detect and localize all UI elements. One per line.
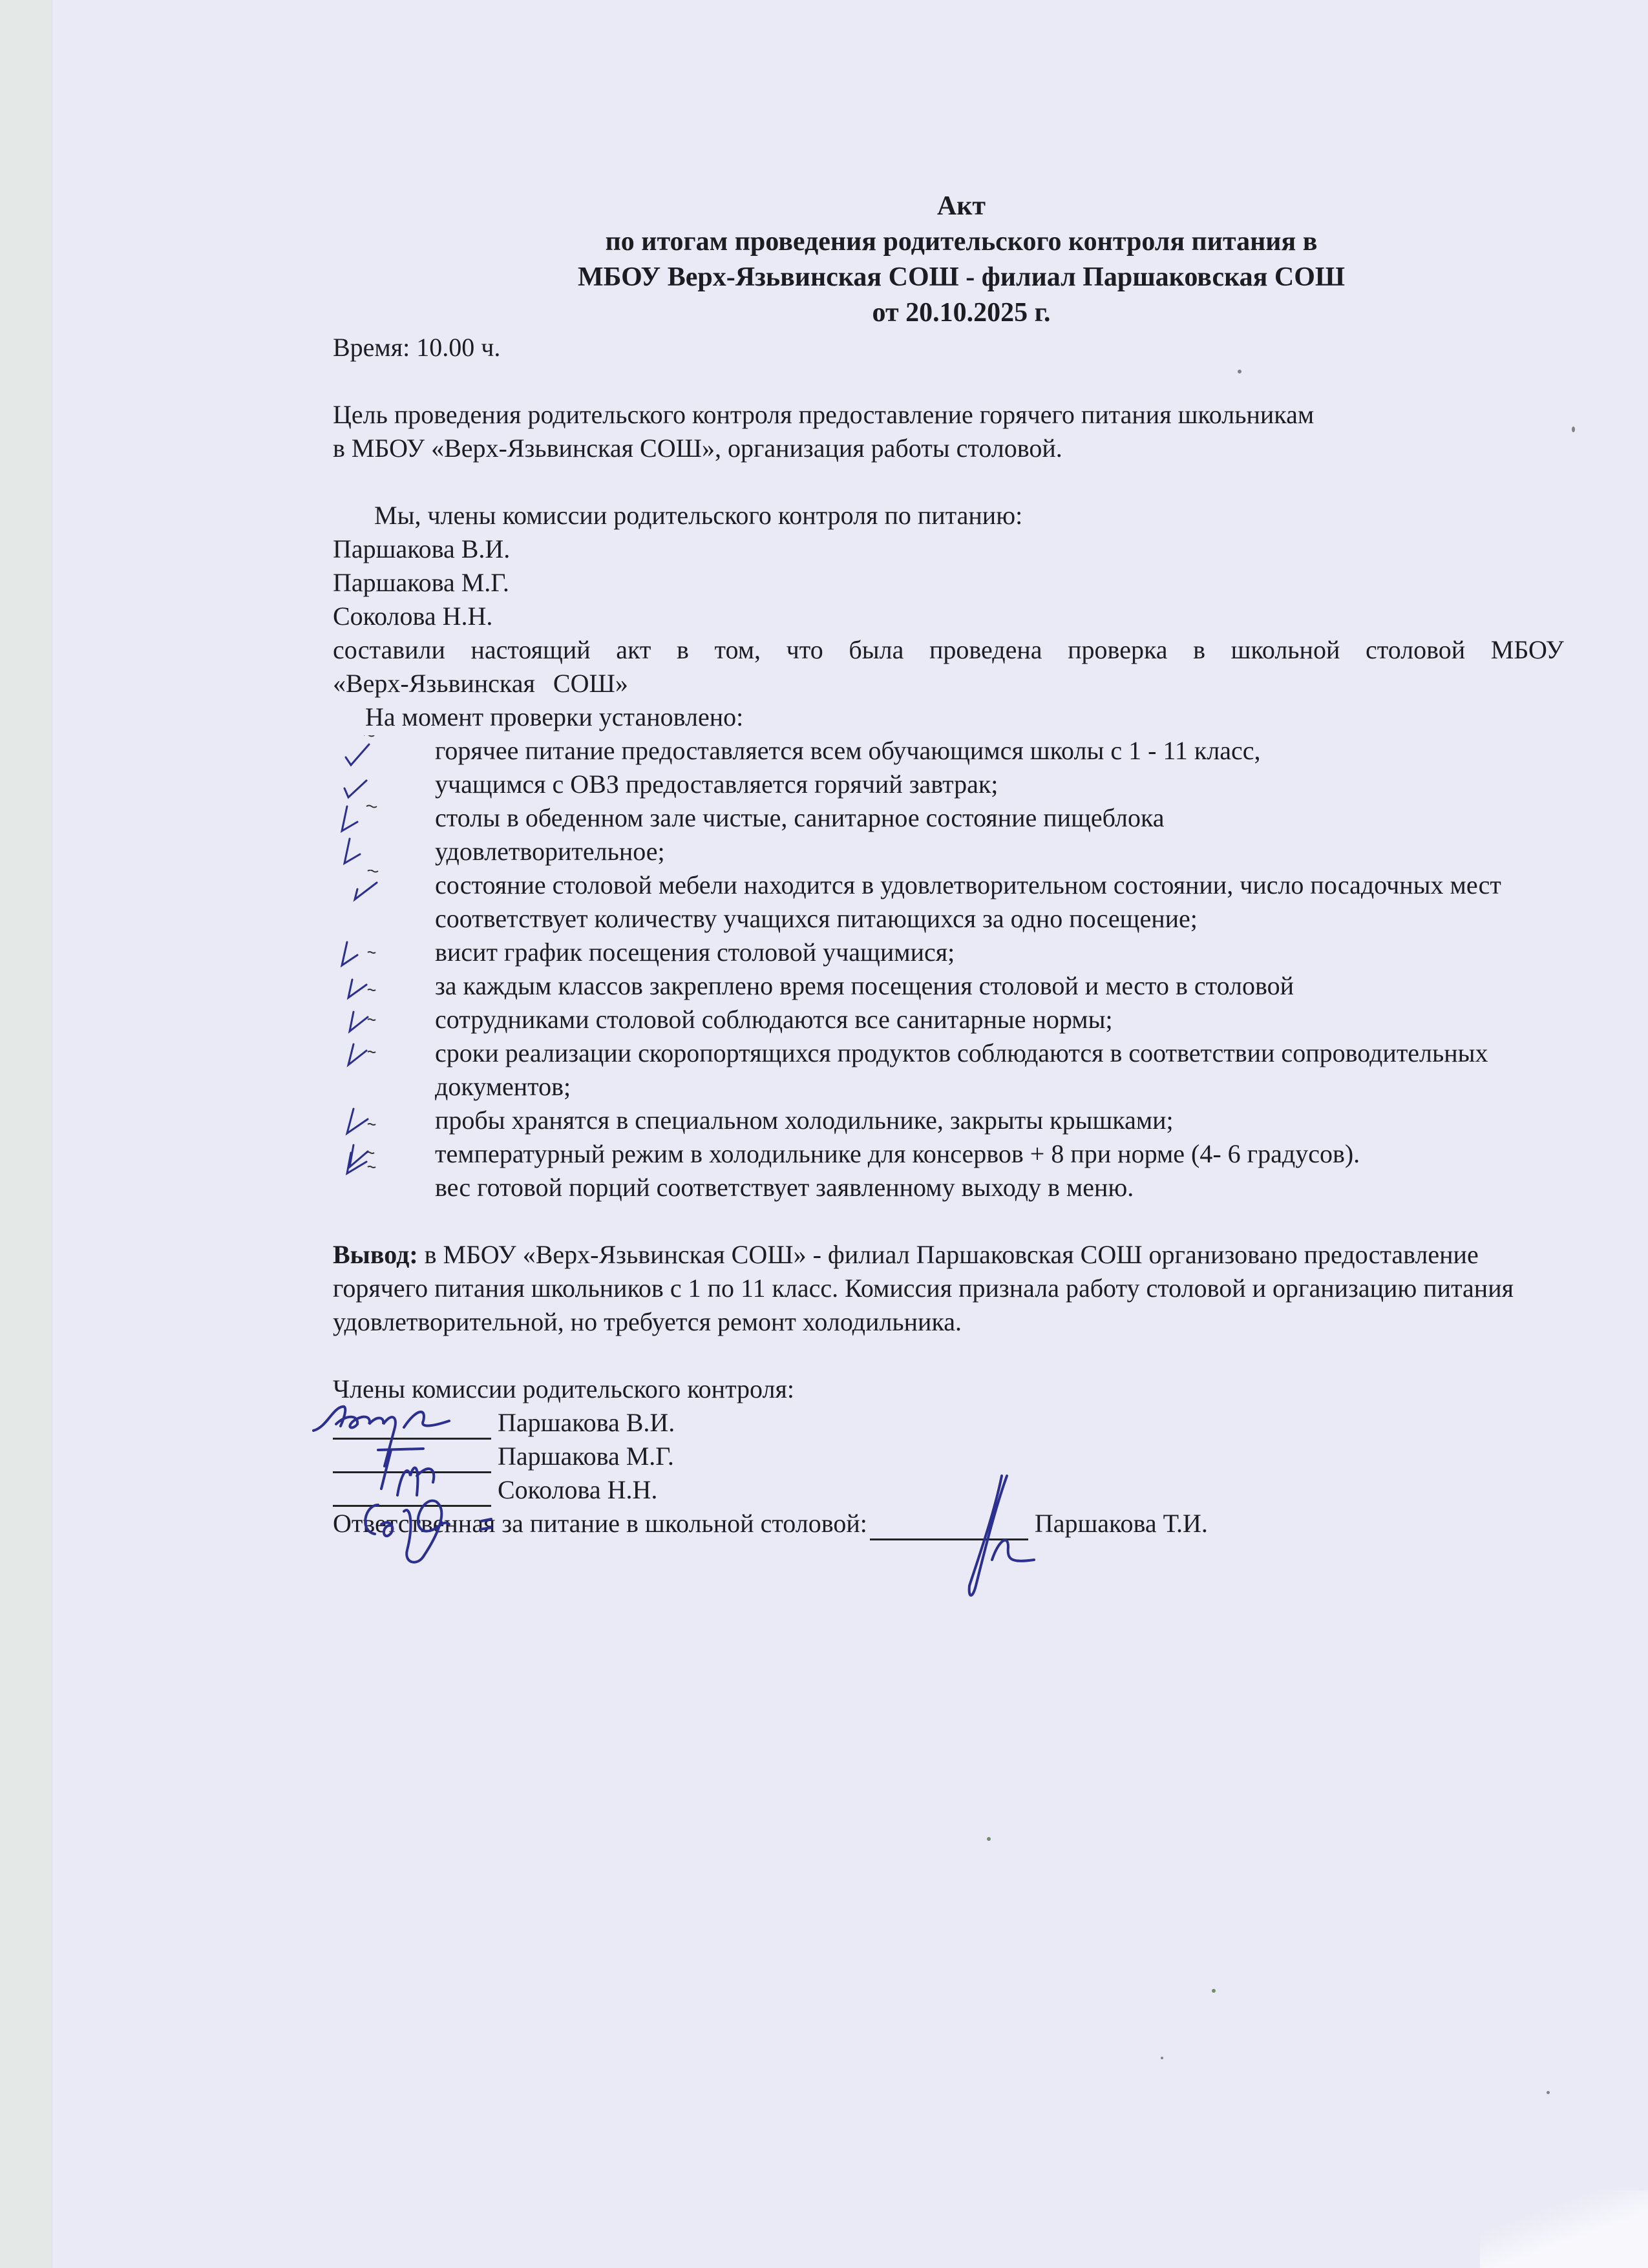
- signature-row: Паршакова В.И.: [333, 1406, 1564, 1440]
- scan-glare: [1480, 2190, 1648, 2268]
- statement: составили настоящий акт в том, что была проведена проверка в школьной столовой МБОУ «Верх-Язьвинская СОШ»: [333, 635, 1564, 698]
- scan-speck: [1572, 426, 1575, 432]
- purpose-line-2: в МБОУ «Верх-Язьвинская СОШ», организация работы столовой.: [333, 434, 1062, 463]
- scan-speck: [1547, 2091, 1550, 2094]
- member-name: Соколова Н.Н.: [333, 602, 493, 631]
- document-page: [333, 189, 1564, 1540]
- checkmark-icon: [338, 870, 383, 902]
- findings-list: [333, 734, 1564, 1204]
- signature-row: Паршакова М.Г.: [333, 1440, 1564, 1473]
- scan-speck: [1212, 1989, 1216, 1993]
- member-name: Паршакова М.Г.: [333, 568, 509, 597]
- finding-item: вес готовой порций соответствует заявленному выходу в меню.: [435, 1171, 1564, 1204]
- signature-line: [333, 1413, 491, 1440]
- responsible-name: Паршакова Т.И.: [1034, 1509, 1208, 1538]
- conclusion: [333, 1238, 1564, 1339]
- finding-item: пробы хранятся в специальном холодильнике, закрыты крышками;: [435, 1104, 1564, 1137]
- checkmark-icon: [338, 769, 383, 801]
- finding-item: за каждым классов закреплено время посещения столовой и место в столовой: [435, 969, 1564, 1003]
- finding-item: удовлетворительное;: [435, 835, 1564, 868]
- inspection-time: Время: 10.00 ч.: [333, 333, 501, 362]
- finding-item: столы в обеденном зале чистые, санитарное состояние пищеблока: [435, 801, 1564, 835]
- checkmark-icon: [338, 1004, 383, 1036]
- signature-row: Соколова Н.Н.: [333, 1473, 1564, 1507]
- responsible-label: Ответственная за питание в школьной столовой:: [333, 1509, 867, 1538]
- finding-item: сроки реализации скоропортящихся продуктов соблюдаются в соответствии сопроводительных документов;: [435, 1036, 1564, 1104]
- finding-item: горячее питание предоставляется всем обучающимся школы с 1 - 11 класс,: [435, 734, 1564, 768]
- checkmark-icon: [338, 1105, 383, 1137]
- members-intro: Мы, члены комиссии родительского контроля по питанию:: [374, 501, 1023, 530]
- checkmark-icon: [338, 803, 383, 835]
- finding-item: температурный режим в холодильнике для консервов + 8 при норме (4- 6 градусов).: [435, 1137, 1564, 1171]
- scan-edge-strip: [0, 0, 52, 2268]
- finding-item: учащимся с ОВЗ предоставляется горячий завтрак;: [435, 768, 1564, 801]
- scan-speck: [987, 1837, 991, 1841]
- member-name: Паршакова В.И.: [333, 534, 511, 563]
- title-line-2: по итогам проведения родительского контроля питания в: [605, 227, 1318, 257]
- signatures-block: [333, 1372, 1564, 1540]
- signature-line: [870, 1514, 1028, 1540]
- purpose-line-1: Цель проведения родительского контроля предоставление горячего питания школьникам: [333, 400, 1315, 429]
- checkmark-icon: [338, 937, 383, 969]
- document-title: [307, 189, 1616, 331]
- conclusion-label: Вывод:: [333, 1240, 418, 1269]
- finding-item: сотрудниками столовой соблюдаются все санитарные нормы;: [435, 1003, 1564, 1036]
- signatures-heading: Члены комиссии родительского контроля:: [333, 1374, 795, 1403]
- findings-intro: На момент проверки установлено:: [365, 702, 744, 731]
- signature-line: [333, 1447, 491, 1473]
- checkmark-icon: [338, 1038, 383, 1070]
- checkmark-icon: [338, 836, 383, 868]
- checkmark-icon: [338, 971, 383, 1003]
- conclusion-text: в МБОУ «Верх-Язьвинская СОШ» - филиал Паршаковская СОШ организовано предоставление горячего питания школьников с 1 по 11 класс. Комиссия признала работу столовой и организацию питания удовлетворительной, но требуется ремонт холодильника.: [333, 1240, 1514, 1336]
- checkmark-icon: [338, 735, 383, 768]
- signature-line: [333, 1480, 491, 1507]
- finding-item: висит график посещения столовой учащимися;: [435, 936, 1564, 969]
- title-line-1: Акт: [936, 191, 986, 221]
- title-line-3: МБОУ Верх-Язьвинская СОШ - филиал Паршаковская СОШ: [577, 262, 1346, 292]
- checkmark-icon: [338, 1145, 383, 1177]
- title-date: от 20.10.2025 г.: [872, 298, 1051, 328]
- scan-speck: [1161, 2057, 1163, 2059]
- responsible-row: [333, 1507, 1564, 1540]
- finding-item: состояние столовой мебели находится в удовлетворительном состоянии, число посадочных мест соответствует количеству учащихся питающихся за одно посещение;: [435, 868, 1564, 936]
